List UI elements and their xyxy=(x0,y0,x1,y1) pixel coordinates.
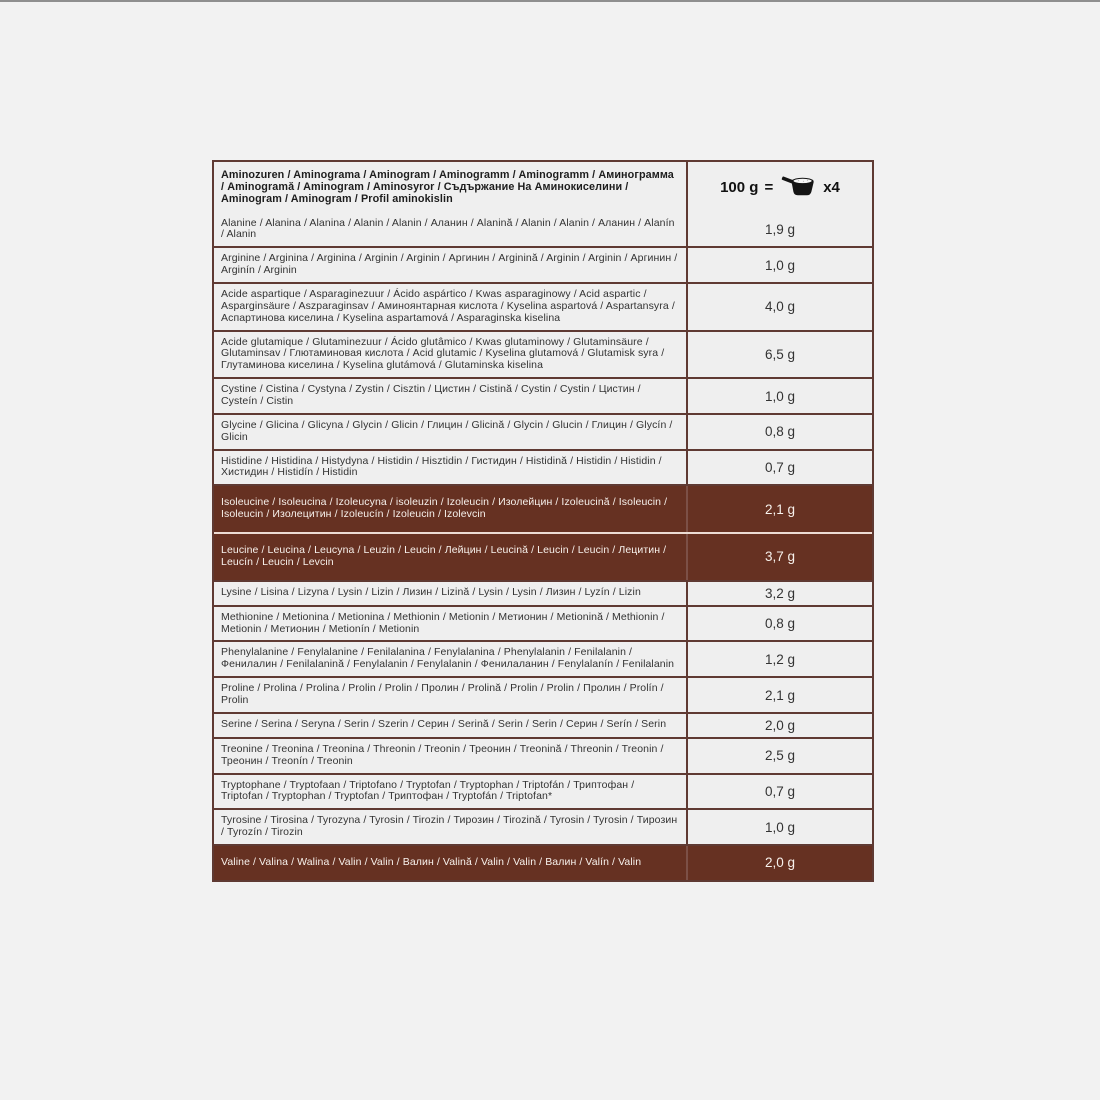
amino-acid-names: Lysine / Lisina / Lizyna / Lysin / Lizin / Лизин / Lizină / Lysin / Lysin / Лизин / Lyzín / Lizin xyxy=(214,582,688,605)
table-row xyxy=(214,605,872,641)
table-row xyxy=(214,580,872,605)
table-row xyxy=(214,246,872,282)
amino-acid-names: Proline / Prolina / Prolina / Prolin / Prolin / Пролин / Prolină / Prolin / Prolin / Пролин / Prolín / Prolin xyxy=(214,678,688,712)
table-header-row xyxy=(214,162,872,213)
table-row xyxy=(214,213,872,247)
amino-acid-names: Methionine / Metionina / Metionina / Methionin / Metionin / Метионин / Metionină / Methionin / Metionin / Метионин / Metionín / Metionin xyxy=(214,607,688,641)
table-row xyxy=(214,640,872,676)
amino-acid-names: Tryptophane / Tryptofaan / Triptofano / Tryptofan / Tryptophan / Triptofán / Триптофан / Triptofan / Tryptophan / Tryptofan / Триптофан / Tryptofán / Triptofan* xyxy=(214,775,688,809)
table-row xyxy=(214,808,872,844)
amino-acid-names: Leucine / Leucina / Leucyna / Leuzin / Leucin / Лейцин / Leucină / Leucin / Leucin / Лецитин / Leucín / Leucin / Levcin xyxy=(214,534,688,580)
equals-sign: = xyxy=(764,178,774,196)
amino-acid-amount: 1,0 g xyxy=(764,257,796,273)
amino-acid-names: Serine / Serina / Seryna / Serin / Szerin / Серин / Serină / Serin / Serin / Серин / Serín / Serin xyxy=(214,714,688,737)
amino-acid-amount: 1,0 g xyxy=(764,388,796,404)
amino-acid-names: Arginine / Arginina / Arginina / Arginin / Arginin / Аргинин / Arginină / Arginin / Arginin / Аргинин / Arginín / Arginin xyxy=(214,248,688,282)
amino-acid-names: Acide glutamique / Glutaminezuur / Ácido glutâmico / Kwas glutaminowy / Glutaminsäure / Glutaminsav / Глютаминовая кислота / Acid glutamic / Kyselina glutamová / Glutamisk syra / Глутаминова киселина / Kyselina glutámová / Glutaminska kiselina xyxy=(214,332,688,378)
amino-acid-amount: 2,1 g xyxy=(764,501,796,517)
amino-acid-amount: 0,7 g xyxy=(764,783,796,799)
serving-multiplier: x4 xyxy=(823,178,840,196)
screenshot-edge-line xyxy=(0,0,1100,2)
amino-acid-amount: 3,2 g xyxy=(764,585,796,601)
table-row xyxy=(214,330,872,378)
amino-acid-amount: 0,7 g xyxy=(764,459,796,475)
amino-acid-names: Phenylalanine / Fenylalanine / Fenilalanina / Fenylalanina / Phenylalanin / Fenilalanin / Фенилалин / Fenilalanină / Fenylalanin / Fenylalanin / Фенилаланин / Fenylalanín / Fenilalanin xyxy=(214,642,688,676)
table-row xyxy=(214,532,872,580)
amino-acid-names: Acide aspartique / Asparaginezuur / Ácido aspártico / Kwas asparaginowy / Acid aspartic / Asparginsäure / Aszparaginsav / Аминоянтарная кислота / Kyselina aspartová / Aspartansyra / Аспартинова киселина / Kyselina aspartamová / Asparaginska kiselina xyxy=(214,284,688,330)
amino-acid-amount: 6,5 g xyxy=(764,346,796,362)
table-row xyxy=(214,449,872,485)
table-row xyxy=(214,676,872,712)
table-row xyxy=(214,844,872,880)
amino-acid-names: Glycine / Glicina / Glicyna / Glycin / Glicin / Глицин / Glicină / Glycin / Glucin / Глицин / Glycín / Glicin xyxy=(214,415,688,449)
amino-acid-names: Treonine / Treonina / Treonina / Threonin / Treonin / Треонин / Treonină / Threonin / Treonin / Треонин / Treonín / Treonin xyxy=(214,739,688,773)
table-row xyxy=(214,712,872,737)
amino-acid-names: Histidine / Histidina / Histydyna / Histidin / Hisztidin / Гистидин / Histidină / Histidin / Histidin / Хистидин / Histidín / Histidin xyxy=(214,451,688,485)
amino-acid-amount: 0,8 g xyxy=(764,616,796,632)
serving-info xyxy=(688,162,872,213)
table-row xyxy=(214,737,872,773)
amino-acid-names: Tyrosine / Tirosina / Tyrozyna / Tyrosin / Tirozin / Тирозин / Tirozină / Tyrosin / Tyrosin / Тирозин / Tyrozín / Tirozin xyxy=(214,810,688,844)
amino-acid-amount: 2,0 g xyxy=(764,717,796,733)
amino-acid-amount: 1,2 g xyxy=(764,651,796,667)
amino-acid-names: Alanine / Alanina / Alanina / Alanin / Alanin / Аланин / Alanină / Alanin / Alanin / Аланин / Alanín / Alanin xyxy=(214,213,688,247)
amino-acid-names: Isoleucine / Isoleucina / Izoleucyna / isoleuzin / Izoleucin / Изолейцин / Izoleucină / Isoleucin / Isoleucin / Изолецитин / Izoleucín / Izoleucin / Izolevcin xyxy=(214,486,688,532)
aminogram-table xyxy=(212,160,874,882)
table-row xyxy=(214,484,872,532)
amino-acid-amount: 2,1 g xyxy=(764,687,796,703)
amino-acid-amount: 1,0 g xyxy=(764,819,796,835)
table-row xyxy=(214,413,872,449)
serving-amount: 100 g xyxy=(720,178,759,196)
amino-acid-names: Cystine / Cistina / Cystyna / Zystin / Cisztin / Цистин / Cistină / Cystin / Cystin / Цистин / Cysteín / Cistin xyxy=(214,379,688,413)
amino-acid-names: Valine / Valina / Walina / Valin / Valin / Валин / Valină / Valin / Valin / Валин / Valín / Valin xyxy=(214,846,688,880)
amino-acid-amount: 4,0 g xyxy=(764,299,796,315)
table-row xyxy=(214,773,872,809)
table-row xyxy=(214,282,872,330)
measuring-scoop-icon xyxy=(781,174,815,200)
aminogram-title: Aminozuren / Aminograma / Aminogram / Aminogramm / Aminogramm / Аминограмма / Aminogramă / Aminogram / Aminosyror / Съдържание На Аминокиселини / Aminogram / Aminogram / Profil aminokislin xyxy=(214,162,688,213)
amino-acid-amount: 0,8 g xyxy=(764,424,796,440)
amino-acid-amount: 2,0 g xyxy=(764,855,796,871)
amino-acid-amount: 1,9 g xyxy=(764,221,796,237)
table-row xyxy=(214,377,872,413)
table-body xyxy=(214,213,872,880)
amino-acid-amount: 3,7 g xyxy=(764,549,796,565)
amino-acid-amount: 2,5 g xyxy=(764,748,796,764)
